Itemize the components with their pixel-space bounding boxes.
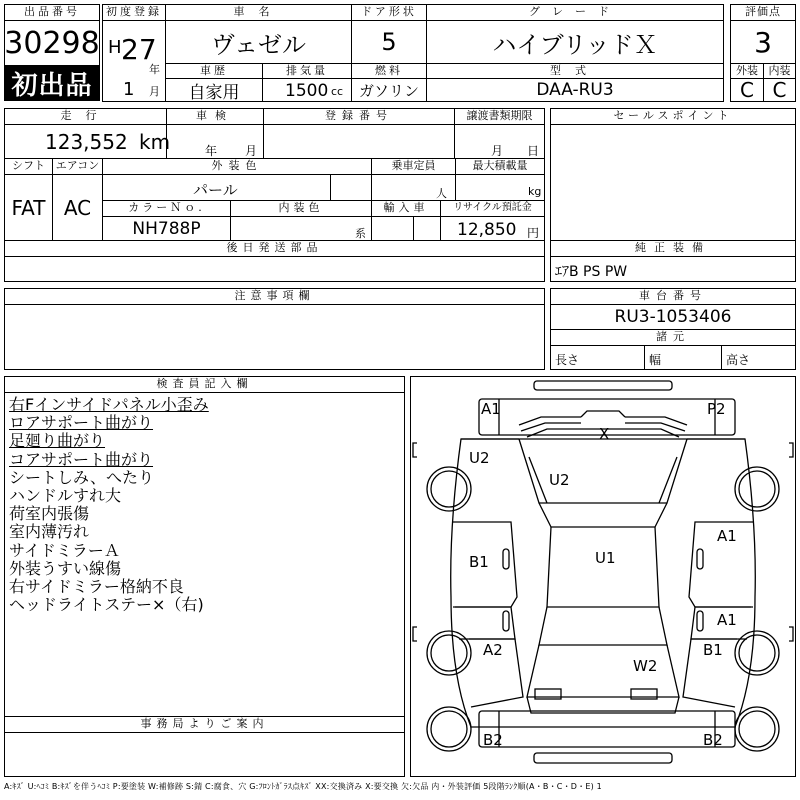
- score-label: 評価点: [745, 5, 781, 18]
- footer-legend: A:ｷｽﾞ U:ﾍｺﾐ B:ｷｽﾞを伴うﾍｺﾐ P:要塗装 W:補修跡 S:錆 C:腐食、穴 G:ﾌﾛﾝﾄｶﾞﾗｽ点ｷｽﾞ XX:交換済み X:要交換 欠:欠品 内・外装評価 5段階ﾗﾝｸ順(A・B・C・D・E) 1: [4, 782, 602, 791]
- office-label-cell: [4, 716, 405, 733]
- recycle-cell: [440, 216, 545, 241]
- color-no: NH788P: [102, 216, 231, 241]
- recycle-unit: 円: [527, 226, 540, 240]
- ac: AC: [52, 174, 103, 241]
- mark-u2-hood: U2: [549, 471, 570, 489]
- sales-point-label-cell: [550, 108, 796, 125]
- inspector-line: サイドミラーＡ: [9, 540, 120, 560]
- import-label: 輸入車: [383, 201, 429, 214]
- mark-p2-front-right: P2: [707, 400, 726, 418]
- fuel: ガソリン: [351, 78, 427, 102]
- transfer-label-cell: [454, 108, 545, 125]
- exterior-grade: C: [730, 78, 764, 102]
- recycle-fee: 12,850: [457, 220, 517, 240]
- grade-label: グレード: [529, 5, 621, 18]
- sales-point-label: セールスポイント: [613, 109, 733, 122]
- inspector-line: ロアサポート曲がり: [9, 413, 154, 433]
- office-box: [4, 732, 405, 777]
- ext-color-label-cell: [102, 158, 372, 175]
- inspector-line: 荷室内張傷: [9, 504, 90, 524]
- first-reg-cell: [102, 20, 166, 102]
- later-parts-box: [4, 256, 545, 282]
- equipment: ｴｱB PS PW: [555, 264, 628, 280]
- reg-year-unit: 年: [149, 63, 160, 76]
- displacement: 1500: [285, 81, 329, 101]
- notes-label: 注意事項欄: [234, 289, 315, 302]
- mark-w2-trunk: W2: [633, 657, 658, 675]
- fuel-label: 燃料: [375, 64, 403, 77]
- ext-color: パール: [193, 181, 238, 199]
- recycle-label: リサイクル預託金: [453, 202, 532, 213]
- inspection-cell: [166, 124, 264, 159]
- load-label: 最大積載量: [472, 159, 528, 172]
- interior-grade: C: [763, 78, 796, 102]
- reg-month: 1: [123, 79, 135, 100]
- door-count: 5: [351, 20, 427, 64]
- color-no-label-cell: [102, 200, 231, 217]
- exterior-label: 外装: [736, 64, 758, 77]
- mileage: 123,552: [45, 130, 128, 154]
- mark-a1-right-rear-door: A1: [717, 611, 737, 629]
- door-label: ドア形状: [361, 5, 417, 18]
- grade: ハイブリッドＸ: [426, 20, 724, 64]
- height-label: 高さ: [726, 353, 751, 367]
- import-label-cell: [371, 200, 441, 217]
- mark-u2-left: U2: [469, 449, 490, 467]
- history-label: 車歴: [200, 64, 228, 77]
- mark-a2-left-rear: A2: [483, 641, 503, 659]
- import-cell-a: [371, 216, 414, 241]
- inspector-line: 足廻り曲がり: [9, 431, 106, 451]
- lot-no-label-cell: [4, 4, 100, 21]
- transfer-day-unit: 日: [527, 144, 540, 158]
- shift-label-cell: [4, 158, 53, 175]
- notes-label-cell: [4, 288, 545, 305]
- reg-month-unit: 月: [149, 85, 160, 98]
- capacity-cell: [371, 174, 456, 201]
- inspector-box: [4, 392, 405, 717]
- color-no-label: カラーＮｏ.: [128, 201, 205, 214]
- equipment-label-cell: [550, 240, 796, 257]
- office-label: 事務局よりご案内: [140, 717, 269, 730]
- chassis-number: RU3-1053406: [550, 304, 796, 330]
- capacity-label-cell: [371, 158, 456, 175]
- mark-a1-front-left: A1: [481, 400, 501, 418]
- inspection-label-cell: [166, 108, 264, 125]
- score: 3: [730, 20, 796, 64]
- inspector-line: 外装うすい線傷: [9, 558, 122, 578]
- width-label: 幅: [649, 353, 662, 367]
- import-cell-b: [413, 216, 441, 241]
- exterior-label-cell: [730, 63, 764, 79]
- car-name-label-cell: [165, 4, 352, 21]
- first-reg-label: 初度登録: [106, 5, 162, 18]
- car-diagram: [410, 376, 796, 777]
- displacement-label: 排気量: [286, 64, 328, 77]
- equipment-cell: [550, 256, 796, 282]
- later-parts-label: 後日発送部品: [226, 241, 323, 254]
- capacity-label: 乗車定員: [391, 159, 436, 172]
- mark-u1-roof: U1: [595, 549, 616, 567]
- recycle-label-cell: [440, 200, 545, 217]
- lot-number: 30298: [4, 20, 100, 66]
- inspection-label: 車検: [196, 109, 234, 122]
- model-code-label: 型式: [550, 64, 600, 77]
- mark-a1-right-front-door: A1: [717, 527, 737, 545]
- mileage-cell: [4, 124, 171, 159]
- int-color-label: 内装色: [278, 201, 324, 214]
- reg-no-label-cell: [263, 108, 455, 125]
- mark-b2-rear-left: B2: [483, 731, 503, 749]
- notes-box: [4, 304, 545, 370]
- mark-b1-left-door: B1: [469, 553, 489, 571]
- displacement-cell: [262, 78, 352, 102]
- width-cell: [644, 345, 722, 370]
- capacity-unit: 人: [436, 187, 447, 200]
- model-code-label-cell: [426, 63, 724, 79]
- lot-no-label: 出品番号: [24, 5, 80, 18]
- ac-label-cell: [52, 158, 103, 175]
- transfer-month-unit: 月: [491, 144, 504, 158]
- car-name: ヴェゼル: [165, 20, 352, 64]
- inspector-line: 室内薄汚れ: [9, 522, 90, 542]
- inspector-line: 右Fインサイドパネル小歪み: [9, 395, 209, 414]
- grade-label-cell: [426, 4, 724, 21]
- door-label-cell: [351, 4, 427, 21]
- inspection-year-unit: 年: [205, 144, 218, 158]
- int-color-cell: [230, 216, 372, 241]
- height-cell: [721, 345, 796, 370]
- inspector-label-cell: [4, 376, 405, 393]
- displacement-unit: cc: [331, 85, 344, 98]
- fuel-label-cell: [351, 63, 427, 79]
- length-label: 長さ: [555, 353, 580, 367]
- inspector-line: ヘッドライトステー×（右): [9, 595, 204, 615]
- transfer-cell: [454, 124, 545, 159]
- ext-color-sub: [330, 174, 372, 201]
- mark-b2-rear-right: B2: [703, 731, 723, 749]
- chassis-label-cell: [550, 288, 796, 305]
- inspector-line: シートしみ、へたり: [9, 467, 154, 487]
- inspection-month-unit: 月: [245, 144, 258, 158]
- reg-no-value: [263, 124, 455, 159]
- load-unit: kg: [528, 185, 542, 198]
- equipment-label: 純正装備: [635, 241, 711, 254]
- mark-b1-right-rear: B1: [703, 641, 723, 659]
- length-cell: [550, 345, 645, 370]
- car-diagram-drawing: [411, 377, 795, 776]
- inspector-line: 右サイドミラー格納不良: [9, 577, 184, 597]
- shift-label: シフト: [12, 159, 45, 172]
- transfer-label: 譲渡書類期限: [466, 109, 533, 122]
- score-label-cell: [730, 4, 796, 21]
- interior-label: 内装: [768, 64, 791, 77]
- displacement-label-cell: [262, 63, 352, 79]
- ext-color-label: 外装色: [211, 159, 263, 172]
- load-label-cell: [455, 158, 545, 175]
- later-parts-label-cell: [4, 240, 545, 257]
- first-listing-badge: 初出品: [4, 65, 100, 101]
- car-name-label: 車名: [233, 5, 284, 18]
- ext-color-cell: [102, 174, 331, 201]
- dimensions-label-cell: [550, 329, 796, 346]
- mileage-label-cell: [4, 108, 167, 125]
- reg-year: 27: [121, 33, 157, 66]
- model-code: DAA-RU3: [426, 78, 724, 102]
- inspector-line: ハンドルすれ大: [9, 486, 122, 506]
- mark-x-front: X: [599, 425, 610, 443]
- mileage-label: 走行: [60, 109, 111, 122]
- shift: FAT: [4, 174, 53, 241]
- load-cell: [455, 174, 545, 201]
- chassis-label: 車台番号: [639, 289, 707, 302]
- first-reg-label-cell: [102, 4, 166, 21]
- sales-point-box: [550, 124, 796, 241]
- reg-no-label: 登録番号: [325, 109, 393, 122]
- history: 自家用: [165, 78, 263, 102]
- inspector-line: コアサポート曲がり: [9, 449, 154, 469]
- dimensions-label: 諸元: [656, 330, 690, 343]
- mileage-unit: km: [139, 130, 171, 154]
- int-color-label-cell: [230, 200, 372, 217]
- ac-label: エアコン: [55, 159, 100, 172]
- interior-label-cell: [763, 63, 796, 79]
- inspector-label: 検査員記入欄: [156, 377, 253, 390]
- int-color-unit: 系: [355, 227, 366, 240]
- era: H: [108, 37, 122, 58]
